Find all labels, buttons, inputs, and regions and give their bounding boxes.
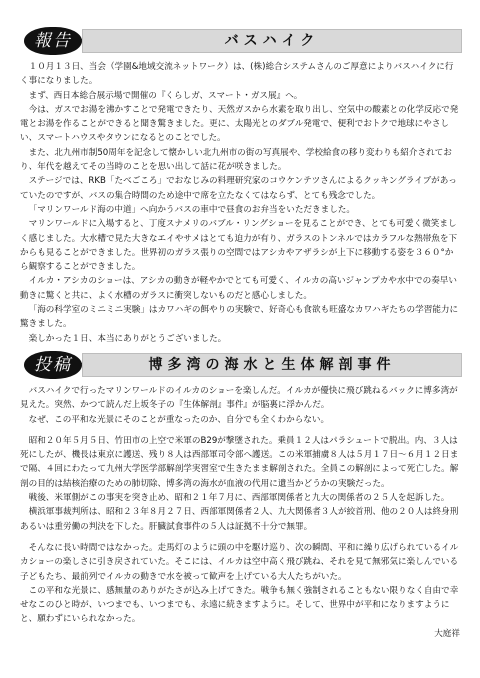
report-paragraph: まず、西日本総合展示場で開催の『くらしガ、スマート・ガス展』へ。 — [28, 90, 303, 101]
contribution-paragraph: なぜ、この平和な光景にそのことが重なったのか、自分でも全くわからない。 — [28, 414, 330, 425]
report-paragraph: マリンワールドに入場すると、丁度スナメリのバブル・リングショーを見ることができ、とても可愛く微笑ましく感じました。大水槽で見た大きなエイやサメはとても迫力が有り、ガラスのトンネルではカラフルな熱帯魚を下からも見ることができました。世界初のガラス張りの空間ではアシカやアザラシが上下に移動する姿を３６０°から観察することができました。 — [20, 219, 458, 273]
report-article — [20, 60, 460, 346]
contribution-title-box — [82, 353, 462, 377]
report-title-box — [82, 29, 462, 53]
contribution-title: 博多湾の海水と生体解剖事件 — [148, 357, 396, 373]
contribution-paragraph: 横浜軍事裁判所は、昭和２３年８月２７日、西部軍関係者２人、九大関係者３人が絞首刑、他の２０人は終身刑あるいは重労働の判決を下した。肝臓試食事件の５人は証拠不十分で無罪。 — [20, 507, 459, 532]
contribution-paragraph: この平和な光景に、感無量のありがたさが込み上げてきた。戦争も無く強制されることもない限りなく自由で幸せなこのひと時が、いつまでも、いつまでも、永遠に続きますように。そして、世界中が平和になりますようにと、願わずにいられなかった。 — [20, 585, 459, 625]
report-paragraph: １０月１３日、当会（学園&地域交流ネットワーク）は、(株)総合システムさんのご厚意によりバスハイクに行く事になりました。 — [20, 62, 454, 87]
contribution-paragraph: 昭和２０年５月５日、竹田市の上空で米軍のB29が撃墜された。乗員１２人はパラシュートで脱出。内、３人は死にしたが、機長は東京に護送、残り８人は西部軍司令部へ護送。この米軍捕虜８人は５月１７日～６月１２日まで隔、４回にわたって九州大学医学部解剖学実習室で生きたまま解剖された。全員この解剖によって死亡した。解剖の目的は結核治療のための肺切除、博多湾の海水が血液の代用に遺当かどうかの実験だった。 — [20, 435, 459, 489]
report-paragraph: イルカ・アシカのショーは、アシカの動きが軽やかでとても可愛く、イルカの高いジャンプカや水中での奏早い動きに驚くと共に、よく水槽のガラスに衝突しないものだと感心しました。 — [20, 276, 457, 301]
contribution-paragraph: そんなに長い時間ではなかった。走馬灯のように頭の中を駆け巡り、次の瞬間、平和に繰り広げられているイルカショーの楽しさに引き戻されていた。そこには、イルカは空中高く飛び跳ね、それを見て無邪気に楽しんでいる子どもたち、最前列でイルカの動きで水を被って歓声を上げている大人たちがいた。 — [20, 542, 459, 582]
contribution-badge: 投稿 — [24, 351, 82, 379]
report-paragraph: 今は、ガスでお湯を沸かすことで発電できたり、天然ガスから水素を取り出し、空気中の酸素との化学反応で発電とお湯を作ることができると聞き驚きました。更に、太陽光とのダブル発電で、便利でおトクで地球にやさしい、スマートハウスやタウンになるとのことでした。 — [20, 104, 459, 144]
contribution-header — [20, 348, 460, 382]
contribution-paragraph: バスハイクで行ったマリンワールドのイルカのショーを楽しんだ。イルカが優快に飛び跳ねるバックに博多湾が見えた。突然、かつて読んだ上坂冬子の『生体解剖』事件』が脳裏に浮かんだ。 — [20, 386, 458, 411]
contribution-article — [20, 384, 460, 641]
report-paragraph: 「海の科学室のミニミニ実験」はカワハギの餌やりの実験で、好奇心も食欲も旺盛なカワハギたちの学習能力に驚きました。 — [20, 305, 459, 330]
report-paragraph: また、北九州市制50周年を記念して懐かしい北九州市の街の写真展や、学校給食の移り変わりも紹介されており、年代を越えてその当時のことを思い出して話に花が咲きました。 — [20, 147, 452, 173]
report-title: バスハイク — [224, 33, 320, 49]
author-name: 大庭祥 — [434, 628, 460, 639]
report-badge: 報告 — [24, 27, 82, 55]
report-paragraph: 楽しかった１日、本当にありがとうございました。 — [28, 333, 227, 344]
report-header — [20, 24, 460, 58]
report-paragraph: ステージでは、RKB「たべごころ」でおなじみの料理研究家のコウケンテツさんによるクッキングライブがあっていたのですが、バスの集合時間のため途中で席を立たなくてはならず、とても残念でした。 — [20, 176, 457, 201]
contribution-paragraph: 戦後、米軍側がこの事実を突き止め、昭和２１年７月に、西部軍関係者と九大の関係者の２５人を起訴した。 — [28, 493, 450, 504]
report-paragraph: 「マリンワールド海の中道」へ向かうバスの車中で昼食のお弁当をいただきました。 — [28, 204, 355, 215]
